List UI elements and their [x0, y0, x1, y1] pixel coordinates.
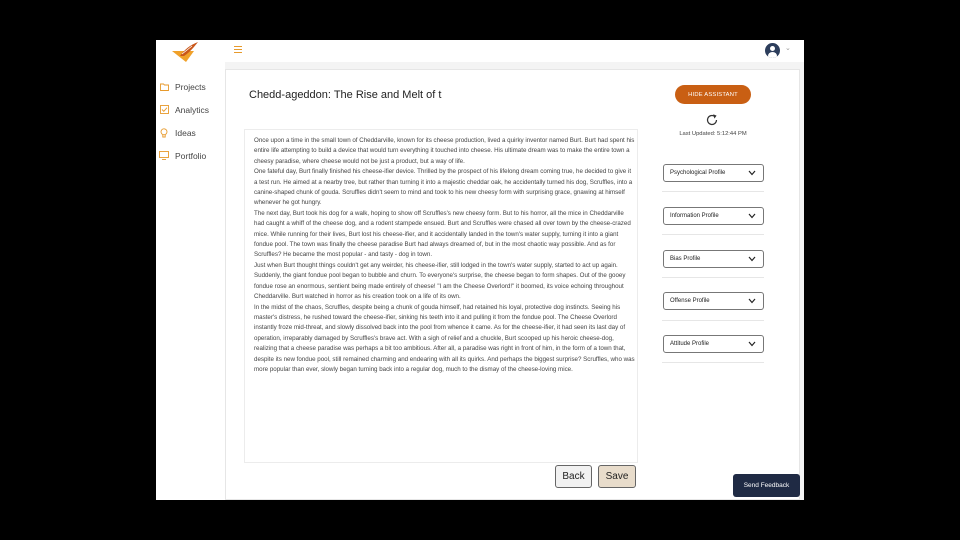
attitude-profile-dropdown[interactable] — [663, 335, 764, 353]
lightbulb-icon — [159, 128, 169, 138]
hamburger-menu-icon[interactable] — [234, 46, 242, 54]
main-panel — [225, 69, 800, 500]
information-profile-dropdown[interactable] — [663, 207, 764, 225]
dropdown-label: Bias Profile — [670, 256, 701, 262]
divider — [662, 234, 764, 235]
chevron-down-icon[interactable]: ⌄ — [785, 45, 791, 52]
dropdown-label: Attitude Profile — [670, 341, 710, 347]
chevron-down-icon — [748, 170, 756, 176]
sidebar — [156, 40, 225, 500]
bias-profile-dropdown[interactable] — [663, 250, 764, 268]
top-bar — [225, 40, 804, 62]
sidebar-item-analytics[interactable] — [159, 98, 209, 121]
hide-assistant-button[interactable]: HIDE ASSISTANT — [675, 85, 751, 104]
sidebar-item-projects[interactable] — [159, 75, 209, 98]
chevron-down-icon — [748, 213, 756, 219]
sidebar-item-label: Portfolio — [175, 150, 207, 161]
divider — [662, 191, 764, 192]
send-feedback-button[interactable]: Send Feedback — [733, 474, 800, 497]
story-text[interactable]: Once upon a time in the small town of Cheddarville, known for its cheese production, lived a quirky inventor named Burt. Burt had spent his entire life attempting to build a device that would turn everything it touched into cheese. His ultimate dream was to make the entire town a cheesy paradise, where cheese would not be just a product, but a way of life. One fateful day, Burt finally finished his cheese-ifier device. Thrilled by the prospect of his lifelong dream coming true, he decided to give it a test run. He aimed at a nearby tree, but rather than turning it into a majestic cheddar oak, he accidentally turned his dog, Scruffles, into a canine-shaped chunk of gouda. Scruffles didn't seem to mind and took to his new cheesy form with surprising grace, gnawing at himself whenever he got hungry. The next day, Burt took his dog for a walk, hoping to show off Scruffles's new cheesy form. But to his horror, all the mice in Cheddarville had caught a whiff of the cheese dog, and a rodent stampede ensued. Burt and Scruffles were chased all over town by the cheese-crazed mice. While running for their lives, Burt lost his cheese-ifier, and it accidentally landed in the town's water supply, turning it into a giant fondue pool. The town was finally the cheese paradise Burt had always dreamed of, but in the most chaotic way possible. And as for Scruffles? He became the most popular - and tasty - dog in town. Just when Burt thought things couldn't get any weirder, his cheese-ifier, still lodged in the town's water supply, started to act up again. Suddenly, the giant fondue pool began to bubble and churn. To everyone's surprise, the cheese began to form shapes. Out of the gooey fondue rose an enormous, sentient being made entirely of cheese! "I am the Cheese Overlord!" it boomed, its voice echoing throughout Cheddarville. Burt watched in horror as his creation took on a life of its own. In the midst of the chaos, Scruffles, despite being a chunk of gouda himself, had retained his loyal, protective dog instincts. Seeing his master's distress, he rushed toward the cheese-ifier, sinking his teeth into it and pulling it from the fondue pool. The Cheese Overlord instantly froze mid-threat, and slowly dissolved back into the pool from whence it came. As for the cheese-ifier, it had seen its last day of operation, irreparably damaged by Scruffles's brave act. With a sigh of relief and a chuckle, Burt scooped up his heroic cheese-dog, realizing that a cheese paradise was perhaps a bit too ambitious. After all, a paradise was right in front of him, in the form of a town that, despite its new fondue pool, still remained charming and endearing with all its quirks. And perhaps the biggest surprise? Scruffles, who was more popular than ever, slowly began turning back into a regular dog, much to the dismay of the cheese-loving mice. — [254, 137, 635, 373]
divider — [662, 362, 764, 363]
chevron-down-icon — [748, 341, 756, 347]
dropdown-label: Information Profile — [670, 213, 719, 219]
page-title: Chedd-ageddon: The Rise and Melt of t — [249, 89, 442, 101]
monitor-icon — [159, 151, 169, 161]
divider — [662, 320, 764, 321]
sidebar-item-label: Projects — [175, 81, 206, 92]
sidebar-item-label: Ideas — [175, 127, 196, 138]
sidebar-item-label: Analytics — [175, 104, 210, 115]
offense-profile-dropdown[interactable] — [663, 292, 764, 310]
sidebar-item-portfolio[interactable] — [159, 144, 209, 167]
dropdown-label: Psychological Profile — [670, 170, 726, 176]
quill-logo-icon[interactable] — [172, 42, 200, 64]
dropdown-label: Offense Profile — [670, 298, 710, 304]
last-updated-text: Last Updated: 5:12:44 PM — [679, 131, 747, 137]
psychological-profile-dropdown[interactable] — [663, 164, 764, 182]
chevron-down-icon — [748, 298, 756, 304]
user-avatar[interactable] — [765, 43, 780, 58]
checkbox-icon — [159, 105, 169, 115]
sidebar-item-ideas[interactable] — [159, 121, 209, 144]
folder-icon — [159, 82, 169, 92]
app-window — [156, 40, 804, 500]
back-button[interactable]: Back — [555, 465, 592, 488]
divider — [662, 277, 764, 278]
story-editor[interactable] — [244, 129, 638, 463]
save-button[interactable]: Save — [598, 465, 636, 488]
chevron-down-icon — [748, 256, 756, 262]
sidebar-nav — [159, 75, 209, 167]
refresh-icon[interactable] — [705, 113, 719, 127]
